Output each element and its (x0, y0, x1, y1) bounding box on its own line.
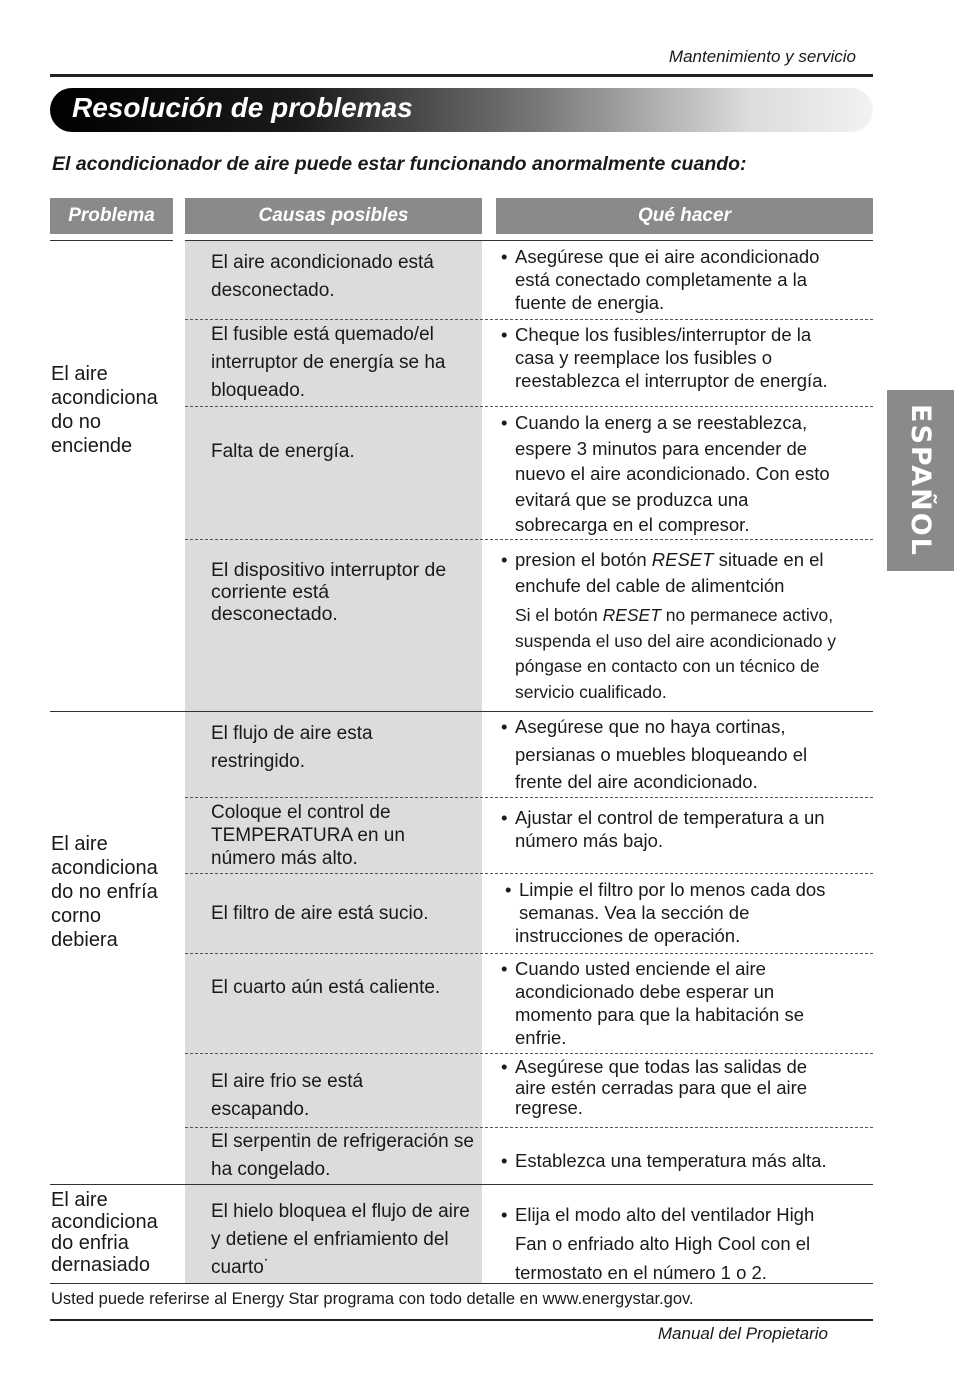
fix-note: Si el botón RESET no permanece activo, suspenda el uso del aire acondicionado y póngase en contacto con un técnico de servicio cualificado. (515, 605, 837, 702)
language-tab-label: ESPAÑOL (905, 404, 936, 557)
cause-text: Coloque el control de TEMPERATURA en un número más alto. (211, 802, 405, 869)
header-problem: Problema (50, 198, 173, 234)
row-divider (185, 797, 873, 798)
header-causes: Causas posibles (185, 198, 482, 234)
group-divider (50, 1184, 873, 1185)
cause-text: El filtro de aire está sucio. (211, 903, 429, 924)
intro-subtitle: El acondicionador de aire puede estar funcionando anormalmente cuando: (52, 153, 747, 175)
row-divider (185, 319, 873, 320)
fix-text: • Cuando usted enciende el aire acondicionado debe esperar un momento para que la habitación se enfrie. (501, 958, 804, 1048)
footer-title: Manual del Propietario (657, 1324, 828, 1343)
group-divider (50, 711, 873, 712)
top-rule (50, 74, 873, 77)
fix-text: • Establezca una temperatura más alta. (501, 1150, 827, 1171)
fix-text: • presion el botón RESET situade en el enchufe del cable de alimentción (501, 549, 824, 596)
fix-text: • Limpie el filtro por lo menos cada dos semanas. Vea la sección de instrucciones de operación. (505, 879, 826, 946)
header-section-title: Mantenimiento y servicio (668, 47, 856, 66)
fix-text: • Asegúrese que no haya cortinas, persianas o muebles bloqueando el frente del aire acondicionado. (501, 716, 808, 792)
row-divider (185, 539, 873, 540)
cause-text: El dispositivo interruptor de corriente está desconectado. (211, 559, 447, 625)
cause-text: Falta de energía. (211, 441, 355, 462)
table-rule (50, 240, 173, 241)
bottom-rule (50, 1319, 873, 1321)
page-title: Resolución de problemas (72, 92, 413, 123)
footnote: Usted puede referirse al Energy Star programa con todo detalle en www.energystar.gov. (51, 1290, 694, 1308)
cause-text: El fusible está quemado/el interruptor de energía se ha bloqueado. (211, 324, 446, 401)
row-divider (185, 406, 873, 407)
row-divider (185, 1053, 873, 1054)
fix-text: • Asegúrese que ei aire acondicionado está conectado completamente a la fuente de energia. (501, 246, 820, 313)
cause-text: El cuarto aún está caliente. (211, 977, 441, 998)
problem-no-power: El aire acondiciona do no enciende (51, 363, 158, 457)
cause-text: El aire frio se está escapando. (211, 1071, 364, 1120)
fix-text: • Cuando la energ a se reestablezca, espere 3 minutos para encender de nuevo el aire acondicionado. Con esto evitará que se produzca una sobrecarga en el compresor. (501, 412, 830, 535)
cause-text: El serpentin de refrigeración se ha congelado. (211, 1131, 474, 1180)
fix-text: • Asegúrese que todas las salidas de aire estén cerradas para que el aire regrese. (501, 1056, 808, 1118)
fix-text: • Elija el modo alto del ventilador High Fan o enfriado alto High Cool con el termostato en el número 1 o 2. (501, 1204, 815, 1283)
cause-text: El aire acondicionado está desconectado. (211, 252, 434, 301)
fix-text: • Ajustar el control de temperatura a un número más bajo. (501, 807, 825, 851)
row-divider (185, 953, 873, 954)
fix-text: • Cheque los fusibles/interruptor de la casa y reemplace los fusibles o reestablezca el interruptor de energía. (501, 324, 828, 391)
problem-too-cold: El aire acondiciona do enfria dernasiado (51, 1189, 158, 1276)
problem-not-cooling: El aire acondiciona do no enfría corno debiera (51, 833, 158, 951)
cause-text: El flujo de aire esta restringido. (211, 723, 373, 772)
row-divider (185, 873, 873, 874)
table-rule (185, 240, 873, 241)
header-fix: Qué hacer (496, 198, 873, 234)
cause-text: El hielo bloquea el flujo de aire y detiene el enfriamiento del cuarto˙ (211, 1201, 470, 1278)
